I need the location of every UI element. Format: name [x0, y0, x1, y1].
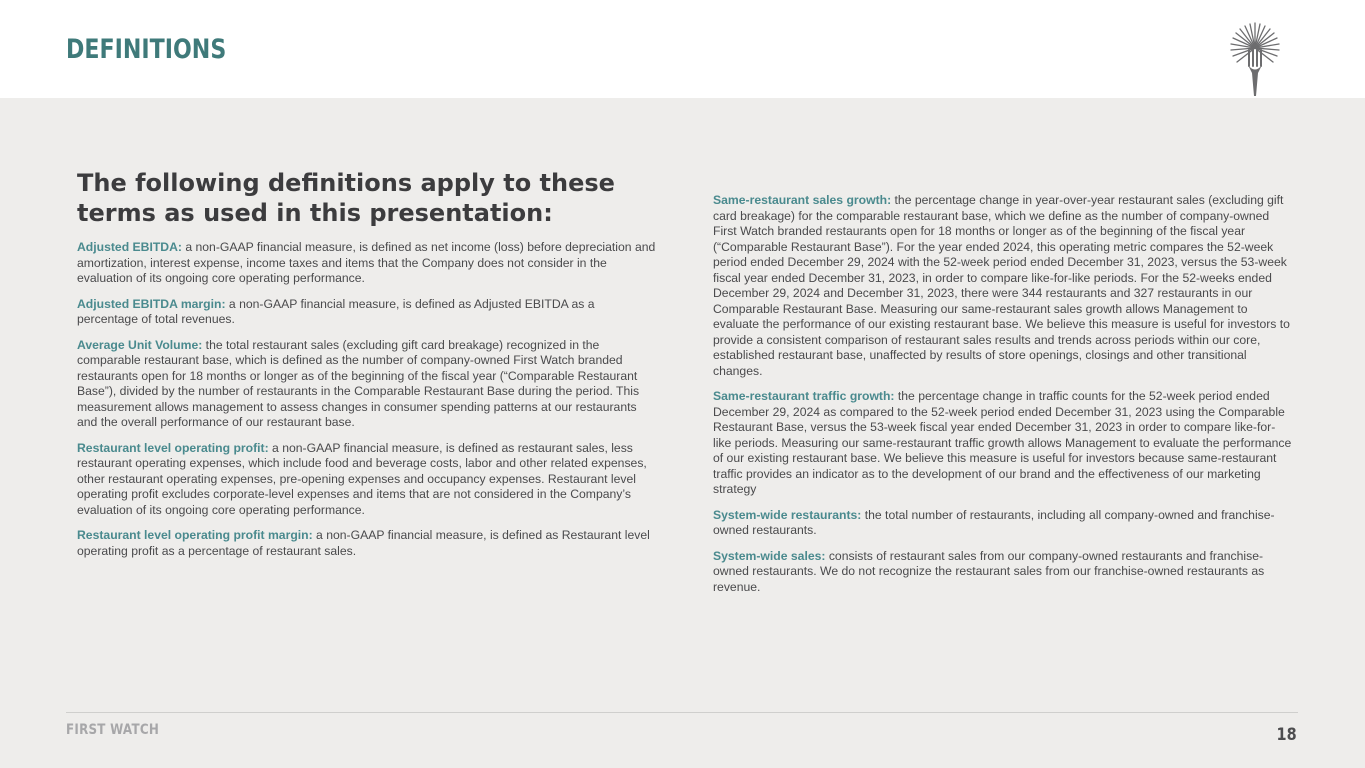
fork-sunburst-icon	[1224, 18, 1286, 98]
definition-term: System-wide sales:	[713, 548, 826, 563]
definition-text: the total number of restaurants, including all company-owned and franchise-owned restaurants.	[713, 507, 1275, 537]
definition-text: consists of restaurant sales from our company-owned restaurants and franchise-owned restaurants. We do not recognize the restaurant sales from our franchise-owned restaurants as revenue.	[713, 548, 1265, 594]
definition-term: Average Unit Volume:	[77, 337, 203, 352]
section-heading: The following definitions apply to these terms as used in this presentation:	[77, 169, 615, 227]
definition-adjusted-ebitda	[77, 240, 657, 287]
definition-term: Restaurant level operating profit:	[77, 440, 269, 455]
definition-restaurant-level-operating-profit	[77, 441, 657, 519]
definition-restaurant-level-operating-profit-margin	[77, 528, 657, 559]
definition-text: the percentage change in traffic counts for the 52-week period ended December 29, 2024 as compared to the 52-week period ended December 31, 2023 using the Comparable Restaurant Base, versus the 53-week fiscal year ended December 31, 2023 in order to compare like-for-like periods. Measuring our same-restaurant traffic growth allows Management to evaluate the performance of our existing restaurant base. We believe this measure is useful for investors because same-restaurant traffic provides an indicator as to the development of our brand and the effectiveness of our marketing strategy	[713, 389, 1292, 496]
left-column	[77, 168, 657, 569]
definition-text: the percentage change in year-over-year restaurant sales (excluding gift card breakage) for the comparable restaurant base, which we define as the number of company-owned First Watch branded restaurants open for 18 months or longer as of the beginning of the fiscal year (“Comparable Restaurant Base”). For the year ended 2024, this operating metric compares the 52-week period ended December 29, 2024 with the 52-week period ended December 31, 2023, versus the 53-week fiscal year ended December 31, 2023, in order to compare like-for-like periods. For the 52-weeks ended December 29, 2024 and December 31, 2023, there were 344 restaurants and 327 restaurants in our Comparable Restaurant Base. Measuring our same-restaurant sales growth allows Management to evaluate the performance of our existing restaurant base. We believe this measure is useful for investors to provide a consistent comparison of restaurant sales results and trends across periods within our core, established restaurant base, unaffected by results of store openings, closings and other transitional changes.	[713, 193, 1290, 378]
definition-text: a non-GAAP financial measure, is defined as net income (loss) before depreciation and amortization, interest expense, income taxes and items that the Company does not consider in the evaluation of its ongoing core operating performance.	[77, 240, 656, 285]
definition-system-wide-sales	[713, 549, 1293, 596]
definition-term: Adjusted EBITDA:	[77, 240, 182, 254]
footer-brand: FIRST WATCH	[66, 722, 160, 738]
definition-text: a non-GAAP financial measure, is defined as Adjusted EBITDA as a percentage of total revenues.	[77, 296, 595, 326]
definition-adjusted-ebitda-margin	[77, 297, 657, 328]
page-title: DEFINITIONS	[66, 34, 227, 65]
definition-text: the total restaurant sales (excluding gift card breakage) recognized in the comparable restaurant base, which is defined as the number of company-owned First Watch branded restaurants open for 18 months or longer as of the beginning of the fiscal year (“Comparable Restaurant Base”), divided by the number of restaurants in the Comparable Restaurant Base during the period. This measurement allows management to assess changes in consumer spending patterns at our restaurants and the overall performance of our restaurant base.	[77, 337, 640, 429]
definition-same-restaurant-traffic-growth	[713, 389, 1293, 498]
right-column	[713, 193, 1293, 605]
header-bar	[0, 0, 1365, 98]
page-number: 18	[1276, 725, 1297, 745]
definition-term: Restaurant level operating profit margin:	[77, 528, 313, 542]
footer-divider	[66, 712, 1298, 713]
definition-system-wide-restaurants	[713, 508, 1293, 539]
definition-same-restaurant-sales-growth	[713, 193, 1293, 379]
definition-average-unit-volume	[77, 338, 657, 431]
definition-term: Adjusted EBITDA margin:	[77, 296, 226, 311]
definition-text: a non-GAAP financial measure, is defined as Restaurant level operating profit as a percentage of restaurant sales.	[77, 528, 650, 558]
definition-term: System-wide restaurants:	[713, 507, 862, 522]
definition-term: Same-restaurant sales growth:	[713, 193, 892, 207]
definition-text: a non-GAAP financial measure, is defined as restaurant sales, less restaurant operating expenses, which include food and beverage costs, labor and other related expenses, other restaurant operating expenses, pre-opening expenses and occupancy expenses. Restaurant level operating profit excludes corporate-level expenses and items that are not considered in the Company’s evaluation of its ongoing core operating performance.	[77, 440, 647, 517]
definition-term: Same-restaurant traffic growth:	[713, 389, 895, 403]
